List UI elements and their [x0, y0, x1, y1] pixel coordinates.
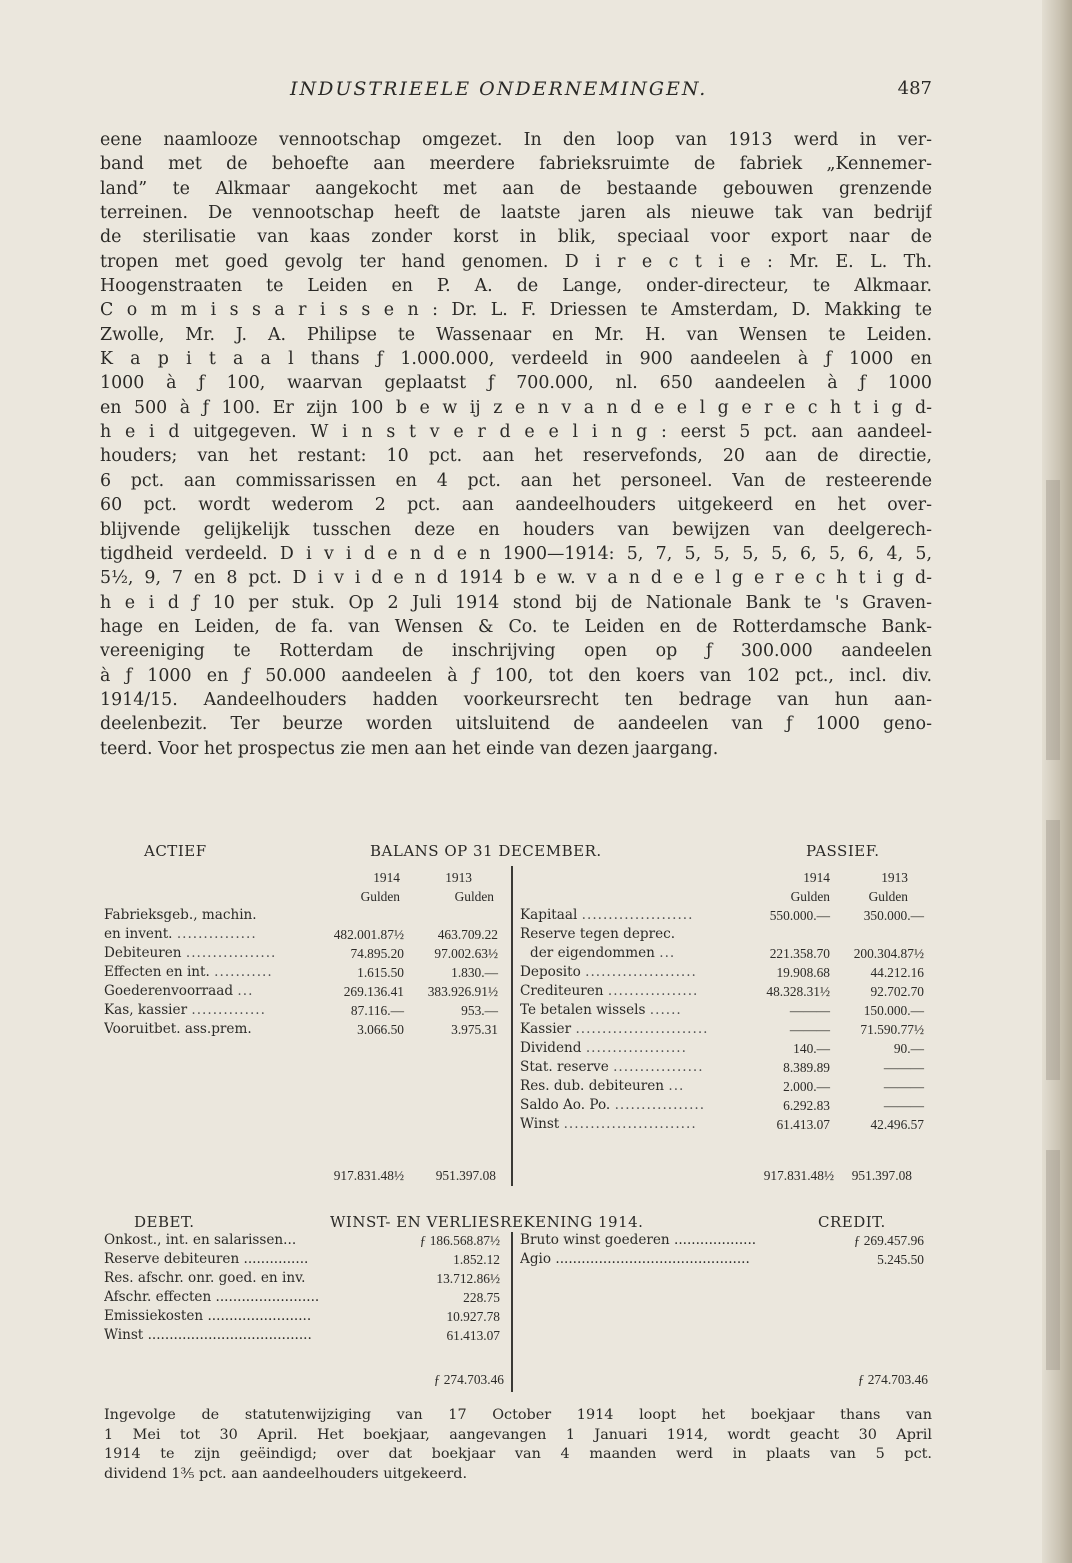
balans-divider — [511, 866, 513, 1186]
value-1914: 482.001.87½ — [333, 927, 404, 942]
passief-label: PASSIEF. — [806, 842, 880, 860]
row-label-text: Kapitaal — [520, 907, 578, 923]
value-1914: 140.— — [793, 1041, 830, 1056]
balans-totals — [104, 1166, 932, 1186]
row-label — [520, 1077, 742, 1096]
row-label — [104, 1001, 316, 1020]
value-1914: 1.615.50 — [357, 965, 404, 980]
value-1913: 71.590.77½ — [860, 1022, 924, 1037]
winst-title: WINST- EN VERLIESREKENING 1914. — [330, 1213, 644, 1231]
row-label — [104, 944, 316, 963]
currency-row — [520, 887, 932, 906]
row-label — [520, 1058, 742, 1077]
table-row — [104, 1307, 510, 1326]
table-row — [104, 1020, 512, 1039]
row-label — [520, 963, 742, 982]
body-paragraph — [100, 128, 932, 761]
year-1913: 1913 — [881, 870, 908, 885]
total-actief-1913: 951.397.08 — [435, 1168, 496, 1183]
year-1914: 1914 — [373, 870, 400, 885]
table-row — [520, 1250, 932, 1269]
text-line: h e i d uitgegeven. W i n s t v e r d e e l i n g : eerst 5 pct. aan aandeel- — [100, 422, 932, 443]
leader-dots: ................. — [185, 945, 277, 961]
table-row — [520, 944, 932, 963]
text-line: 1000 à ƒ 100, waarvan geplaatst ƒ 700.000, nl. 650 aandeelen à ƒ 1000 — [100, 373, 932, 394]
text-line: Zwolle, Mr. J. A. Philipse te Wassenaar en Mr. H. van Wensen te Leiden. — [100, 324, 932, 345]
currency-1913: Gulden — [454, 889, 494, 904]
leader-dots: ............... — [176, 926, 257, 942]
row-label: Winst ...................................... — [104, 1327, 312, 1343]
row-label — [104, 982, 316, 1001]
balans-actief — [104, 868, 512, 1098]
row-value: 61.413.07 — [446, 1328, 500, 1343]
currency-row — [104, 887, 512, 906]
row-label: Afschr. effecten ........................ — [104, 1289, 320, 1305]
value-1914: 221.358.70 — [769, 946, 830, 961]
row-label — [520, 982, 742, 1001]
leader-dots: ........... — [214, 964, 273, 980]
debet-label: DEBET. — [134, 1213, 195, 1231]
value-1913: ——— — [883, 1079, 924, 1094]
row-label-text: Crediteuren — [520, 983, 604, 999]
leader-dots: ... — [668, 1078, 685, 1094]
leader-dots: ..................... — [581, 907, 694, 923]
winst-totals — [104, 1370, 932, 1390]
row-label: Bruto winst goederen ................... — [520, 1232, 757, 1248]
value-1914: 6.292.83 — [783, 1098, 830, 1113]
table-row — [520, 1001, 932, 1020]
text-line: h e i d ƒ 10 per stuk. Op 2 Juli 1914 stond bij de Nationale Bank te 's Graven- — [100, 592, 932, 613]
text-line: en 500 à ƒ 100. Er zijn 100 b e w ij z e n v a n d e e l g e r e c h t i g d- — [100, 397, 932, 418]
row-label-text: Goederenvoorraad — [104, 983, 234, 999]
text-line: terreinen. De vennootschap heeft de laatste jaren als nieuwe tak van bedrijf — [100, 203, 932, 224]
row-label — [104, 906, 316, 925]
text-line: 1914/15. Aandeelhouders hadden voorkeursrecht ten bedrage van hun aan- — [100, 689, 932, 710]
text-line: deelenbezit. Ter beurze worden uitsluitend de aandeelen van ƒ 1000 geno- — [100, 714, 932, 735]
row-value: ƒ 269.457.96 — [853, 1233, 924, 1248]
row-label: Onkost., int. en salarissen... — [104, 1232, 297, 1248]
row-label-text: Dividend — [520, 1040, 582, 1056]
text-line: eene naamlooze vennootschap omgezet. In den loop van 1913 werd in ver- — [100, 130, 932, 150]
page-number: 487 — [897, 78, 932, 99]
leader-dots: .............. — [191, 1002, 266, 1018]
table-row — [104, 1001, 512, 1020]
value-1913: 350.000.— — [863, 908, 924, 923]
table-row — [104, 1250, 510, 1269]
table-row — [104, 1326, 510, 1345]
total-passief-1913: 951.397.08 — [851, 1168, 912, 1183]
leader-dots: ................. — [613, 1059, 704, 1075]
value-1913: ——— — [883, 1060, 924, 1075]
total-passief-1914: 917.831.48½ — [763, 1168, 834, 1183]
value-1913: 200.304.87½ — [853, 946, 924, 961]
text-line: à ƒ 1000 en ƒ 50.000 aandeelen à ƒ 100, tot den koers van 102 pct., incl. div. — [100, 665, 932, 686]
footnote-line: 1 Mei tot 30 April. Het boekjaar, aangevangen 1 Januari 1914, wordt geacht 30 April — [104, 1426, 932, 1443]
leader-dots: ..................... — [585, 964, 697, 980]
row-label-text: en invent. — [104, 926, 173, 942]
leader-dots: ... — [659, 945, 676, 961]
row-value: 228.75 — [463, 1290, 500, 1305]
leader-dots: ......................... — [575, 1021, 709, 1037]
text-line: band met de behoefte aan meerdere fabrieksruimte de fabriek „Kennemer- — [100, 154, 932, 175]
row-label: Res. afschr. onr. goed. en inv. — [104, 1270, 306, 1286]
table-row — [104, 982, 512, 1001]
row-label — [520, 1001, 742, 1020]
value-1913: 463.709.22 — [437, 927, 498, 942]
row-label-text: Te betalen wissels — [520, 1002, 646, 1018]
text-line: blijvende gelijkelijk tusschen deze en houders van bewijzen van deelgerech- — [100, 519, 932, 540]
table-row — [520, 963, 932, 982]
value-1914: 2.000.— — [783, 1079, 830, 1094]
table-row — [520, 1096, 932, 1115]
table-row — [520, 1077, 932, 1096]
row-value: ƒ 186.568.87½ — [419, 1233, 500, 1248]
table-row — [104, 1269, 510, 1288]
leader-dots: ......................... — [563, 1116, 697, 1132]
footnote-line: dividend 1⅗ pct. aan aandeelhouders uitgekeerd. — [104, 1465, 468, 1482]
row-label-text: Debiteuren — [104, 945, 182, 961]
row-label — [104, 1020, 316, 1039]
footnote-line: Ingevolge de statutenwijziging van 17 October 1914 loopt het boekjaar thans van — [104, 1407, 932, 1423]
table-row — [104, 1288, 510, 1307]
row-label-text: Kassier — [520, 1021, 572, 1037]
year-1914: 1914 — [803, 870, 830, 885]
year-row — [104, 868, 512, 887]
value-1913: 97.002.63½ — [434, 946, 498, 961]
text-line: 5½, 9, 7 en 8 pct. D i v i d e n d 1914 b e w. v a n d e e l g e r e c h t i g d- — [100, 568, 932, 589]
table-row — [520, 1039, 932, 1058]
row-label — [104, 963, 316, 982]
text-line: houders; van het restant: 10 pct. aan het reservefonds, 20 aan de directie, — [100, 446, 932, 467]
text-line: teerd. Voor het prospectus zie men aan het einde van dezen jaargang. — [100, 738, 719, 759]
table-row — [520, 1058, 932, 1077]
leader-dots: ...... — [649, 1002, 682, 1018]
row-label — [520, 1096, 742, 1115]
text-line: de sterilisatie van kaas zonder korst in blik, speciaal voor export naar de — [100, 227, 932, 248]
value-1914: 3.066.50 — [357, 1022, 404, 1037]
credit-label: CREDIT. — [818, 1213, 886, 1231]
text-line: K a p i t a a l thans ƒ 1.000.000, verdeeld in 900 aandeelen à ƒ 1000 en — [100, 349, 932, 370]
table-row — [104, 944, 512, 963]
row-label-text: Saldo Ao. Po. — [520, 1097, 611, 1113]
leader-dots: ................. — [614, 1097, 706, 1113]
winst-credit — [520, 1231, 932, 1291]
footnote — [104, 1406, 932, 1484]
row-label-text: Reserve tegen deprec. — [520, 926, 676, 942]
balans-passief — [520, 868, 932, 1168]
total-actief-1914: 917.831.48½ — [333, 1168, 404, 1183]
footnote-line: 1914 te zijn geëindigd; over dat boekjaar van 4 maanden werd in plaats van 5 pct. — [104, 1446, 932, 1462]
value-1913: 90.— — [893, 1041, 924, 1056]
row-label-text: Stat. reserve — [520, 1059, 609, 1075]
row-label — [520, 925, 742, 944]
value-1914: 87.116.— — [350, 1003, 404, 1018]
row-label — [520, 1020, 742, 1039]
table-row — [104, 1231, 510, 1250]
value-1914: ——— — [789, 1003, 830, 1018]
table-row — [520, 1020, 932, 1039]
year-1913: 1913 — [445, 870, 472, 885]
text-line: C o m m i s s a r i s s e n : Dr. L. F. Driessen te Amsterdam, D. Makking te — [100, 300, 932, 321]
row-label — [520, 1115, 742, 1134]
row-label-text: Deposito — [520, 964, 581, 980]
value-1913: 150.000.— — [863, 1003, 924, 1018]
row-label — [104, 925, 316, 944]
value-1914: ——— — [789, 1022, 830, 1037]
value-1913: 92.702.70 — [870, 984, 924, 999]
row-value: 5.245.50 — [877, 1252, 924, 1267]
year-row — [520, 868, 932, 887]
value-1913: 383.926.91½ — [427, 984, 498, 999]
row-label: Reserve debiteuren ............... — [104, 1251, 309, 1267]
currency-1914: Gulden — [360, 889, 400, 904]
text-line: tigdheid verdeeld. D i v i d e n d e n 1900—1914: 5, 7, 5, 5, 5, 5, 6, 5, 6, 4, 5, — [100, 543, 932, 564]
value-1914: 269.136.41 — [343, 984, 404, 999]
text-line: land” te Alkmaar aangekocht met aan de bestaande gebouwen grenzende — [100, 178, 932, 199]
leader-dots: ................. — [607, 983, 699, 999]
row-label-text: Kas, kassier — [104, 1002, 188, 1018]
text-line: 6 pct. aan commissarissen en 4 pct. aan het personeel. Van de resteerende — [100, 470, 932, 491]
text-line: 60 pct. wordt wederom 2 pct. aan aandeelhouders uitgekeerd en het over- — [100, 495, 932, 516]
table-row — [520, 982, 932, 1001]
value-1914: 74.895.20 — [350, 946, 404, 961]
value-1913: 3.975.31 — [451, 1022, 498, 1037]
row-label — [520, 1039, 742, 1058]
table-row — [104, 906, 512, 925]
text-line: tropen met goed gevolg ter hand genomen. D i r e c t i e : Mr. E. L. Th. — [100, 251, 932, 272]
row-label-text: Winst — [520, 1116, 560, 1132]
row-value: 10.927.78 — [446, 1309, 500, 1324]
text-line: hage en Leiden, de fa. van Wensen & Co. te Leiden en de Rotterdamsche Bank- — [100, 616, 932, 637]
table-row — [104, 925, 512, 944]
value-1913: ——— — [883, 1098, 924, 1113]
value-1913: 953.— — [461, 1003, 498, 1018]
leader-dots: ................... — [585, 1040, 687, 1056]
actief-label: ACTIEF — [144, 842, 207, 860]
row-label — [520, 944, 752, 963]
value-1914: 8.389.89 — [783, 1060, 830, 1075]
row-label-text: Vooruitbet. ass.prem. — [104, 1021, 252, 1037]
running-title: INDUSTRIEELE ONDERNEMINGEN. — [290, 78, 708, 100]
currency-1914: Gulden — [790, 889, 830, 904]
row-label-text: Res. dub. debiteuren — [520, 1078, 665, 1094]
leader-dots: ... — [237, 983, 254, 999]
winst-debet — [104, 1231, 510, 1391]
value-1913: 44.212.16 — [870, 965, 924, 980]
row-label-text: Fabrieksgeb., machin. — [104, 907, 257, 923]
total-credit: ƒ 274.703.46 — [857, 1372, 928, 1387]
row-label — [520, 906, 742, 925]
value-1913: 42.496.57 — [870, 1117, 924, 1132]
table-row — [520, 1231, 932, 1250]
table-row — [520, 1115, 932, 1134]
winst-divider — [511, 1232, 513, 1392]
table-row — [520, 906, 932, 925]
value-1914: 61.413.07 — [776, 1117, 830, 1132]
text-line: Hoogenstraaten te Leiden en P. A. de Lange, onder-directeur, te Alkmaar. — [100, 276, 932, 297]
value-1914: 48.328.31½ — [766, 984, 830, 999]
value-1913: 1.830.— — [451, 965, 498, 980]
balans-heading — [100, 842, 932, 864]
row-label: Emissiekosten ........................ — [104, 1308, 312, 1324]
value-1914: 550.000.— — [769, 908, 830, 923]
balans-title: BALANS OP 31 DECEMBER. — [370, 842, 602, 860]
value-1914: 19.908.68 — [776, 965, 830, 980]
row-label: Agio ............................................. — [520, 1251, 750, 1267]
text-line: vereeniging te Rotterdam de inschrijving open op ƒ 300.000 aandeelen — [100, 641, 932, 662]
row-value: 1.852.12 — [453, 1252, 500, 1267]
total-debet: ƒ 274.703.46 — [433, 1372, 504, 1387]
table-row — [104, 963, 512, 982]
page-header — [100, 78, 932, 104]
table-row — [520, 925, 932, 944]
row-label-text: Effecten en int. — [104, 964, 210, 980]
row-label-text: der eigendommen — [530, 945, 655, 961]
currency-1913: Gulden — [868, 889, 908, 904]
page-edge — [1042, 0, 1072, 1563]
row-value: 13.712.86½ — [436, 1271, 500, 1286]
